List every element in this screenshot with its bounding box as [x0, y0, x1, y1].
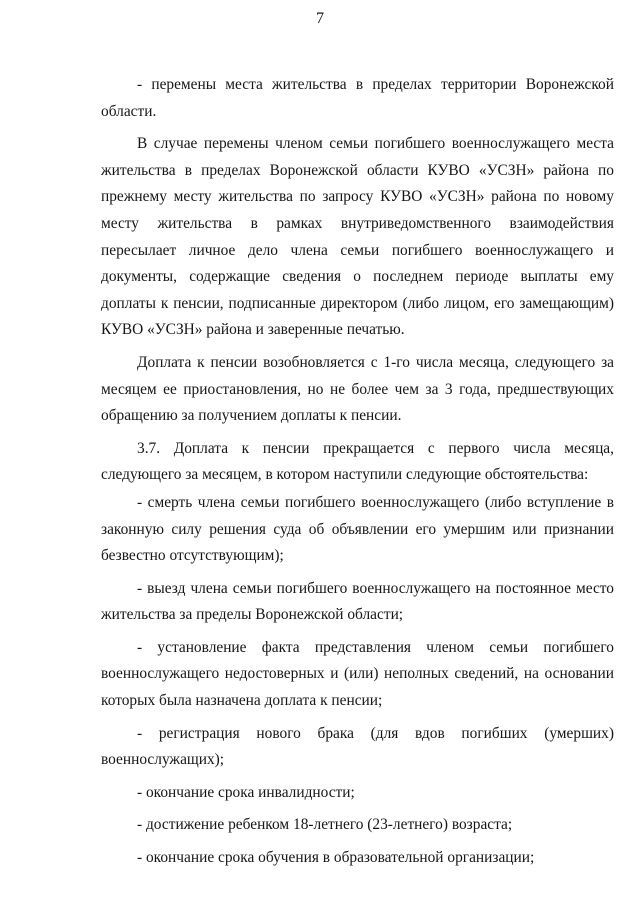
list-item-false-info: - установление факта представления членом семьи погибшего военнослужащего недостоверных и (или) неполных сведений, на основании которых была назначена доплата к пенсии;: [101, 638, 614, 710]
paragraph-residence-change: - перемены места жительства в пределах территории Воронежской области.: [101, 76, 614, 120]
paragraph-resumption: Доплата к пенсии возобновляется с 1-го числа месяца, следующего за месяцем ее приостановления, но не более чем за 3 года, предшествующих обращению за получением доплаты к пенсии.: [101, 353, 614, 425]
list-item-death: - смерть члена семьи погибшего военнослужащего (либо вступление в законную силу решения суда об объявлении его умершим или признании безвестно отсутствующим);: [101, 493, 614, 565]
list-item-disability-end: - окончание срока инвалидности;: [137, 783, 355, 801]
paragraph-section-3-7: 3.7. Доплата к пенсии прекращается с первого числа месяца, следующего за месяцем, в котором наступили следующие обстоятельства:: [101, 439, 614, 484]
list-item-new-marriage: - регистрация нового брака (для вдов погибших (умерших) военнослужащих);: [101, 724, 614, 769]
document-body: [101, 72, 614, 878]
list-item-study-end: - окончание срока обучения в образовательной организации;: [137, 849, 535, 867]
list-item-age-limit: - достижение ребенком 18-летнего (23-летнего) возраста;: [137, 816, 513, 834]
paragraph-file-transfer: В случае перемены членом семьи погибшего военнослужащего места жительства в пределах Воронежской области КУВО «УСЗН» района по прежнему месту жительства по запросу КУВО «УСЗН» района по новому месту жительства в рамках внутриведомственного взаимодействия пересылает личное дело члена семьи погибшего военнослужащего и документы, содержащие сведения о последнем периоде выплаты ему доплаты к пенсии, подписанные директором (либо лицом, его замещающим) КУВО «УСЗН» района и заверенные печатью.: [101, 135, 614, 339]
page-number: 7: [316, 10, 324, 27]
list-item-departure: - выезд члена семьи погибшего военнослужащего на постоянное место жительства за пределы Воронежской области;: [101, 579, 614, 624]
